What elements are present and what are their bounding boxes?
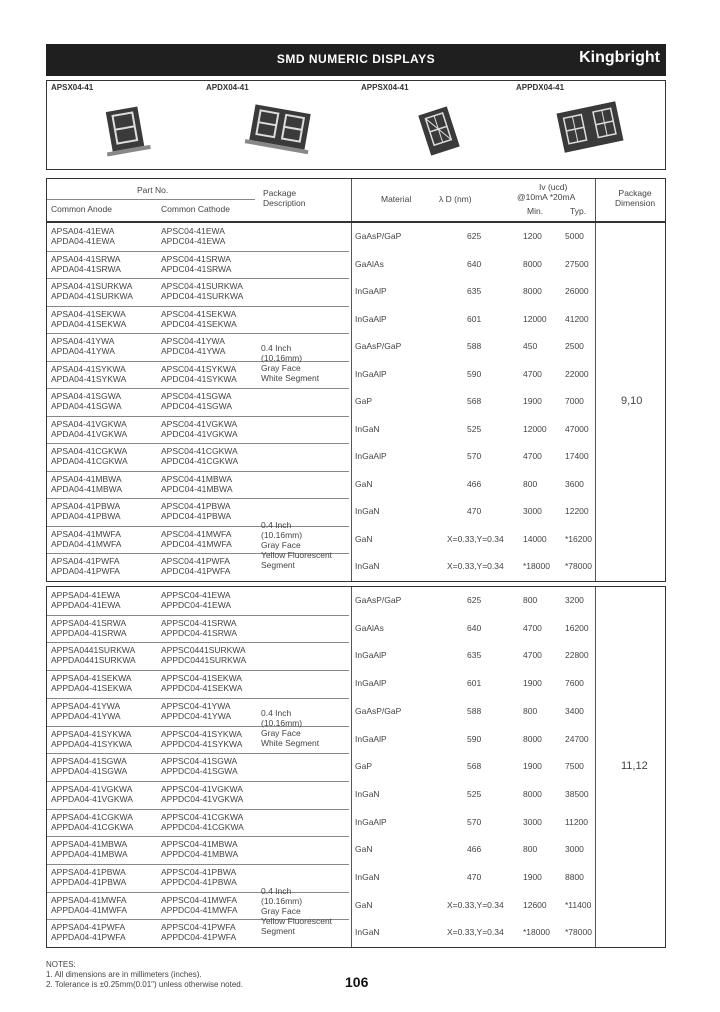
common-anode-part: APPSA04-41MWFA [51,894,127,905]
common-cathode-part: APPDC04-41MWFA [161,904,238,915]
common-cathode-part: APSC04-41SRWA [161,253,231,264]
common-anode-part: APDA04-41SGWA [51,401,122,411]
iv-min-cell: 8000 [523,286,542,296]
product-apdx [202,81,357,169]
note-1: 1. All dimensions are in millimeters (inches). [46,970,202,979]
dual-alpha-display-image [512,81,667,169]
material-cell: GaAlAs [355,258,384,269]
common-anode-part: APPDA04-41MWFA [51,904,128,915]
common-cathode-heading: Common Cathode [161,204,230,214]
iv-min-cell: 3000 [523,506,542,516]
iv-min-cell: 450 [523,341,538,351]
wavelength-cell: 635 [467,286,482,296]
material-cell: GaN [355,533,373,544]
wavelength-cell: 466 [467,844,482,855]
common-cathode-part: APDC04-41EWA [161,236,226,246]
common-anode-part: APPSA04-41PWFA [51,922,126,933]
common-cathode-part: APPSC04-41PWFA [161,922,236,933]
iv-min-cell: 14000 [523,533,547,544]
row-divider [47,809,349,810]
divider [47,199,255,200]
material-cell: InGaAlP [355,733,387,744]
iv-min-cell: 8000 [523,258,542,269]
common-cathode-part: APDC04-41SYKWA [161,373,237,384]
brand-logo: Kingbright [579,49,660,66]
row-divider [47,498,349,499]
material-cell: InGaAlP [355,286,387,296]
common-cathode-part: APDC04-41PBWA [161,511,232,521]
wavelength-cell: 601 [467,678,482,689]
material-cell: InGaN [355,872,380,882]
common-anode-part: APDA04-41YWA [51,346,115,356]
iv-typ-cell: 11200 [565,816,589,827]
common-anode-part: APPSA04-41SYKWA [51,728,132,739]
common-anode-part: APPSA04-41MBWA [51,839,128,850]
material-cell: InGaAlP [355,368,387,379]
package-description: 0.4 Inch (10.16mm) Gray Face White Segment [261,707,320,748]
common-cathode-part: APPSC04-41EWA [161,590,231,600]
common-anode-part: APDA04-41EWA [51,236,115,246]
common-cathode-part: APDC04-41MWFA [161,538,232,549]
row-divider [47,698,349,699]
common-cathode-part: APPSC04-41SYKWA [161,728,242,739]
common-anode-part: APPDA04-41SGWA [51,766,128,777]
iv-typ-cell: 16200 [565,622,589,633]
material-cell: InGaAlP [355,451,387,461]
iv-typ-cell: 8800 [565,872,584,882]
common-anode-part: APDA04-41SYKWA [51,373,127,384]
common-cathode-part: APSC04-41SGWA [161,391,232,401]
wavelength-cell: 635 [467,650,482,661]
common-cathode-part: APPDC04-41PBWA [161,877,237,887]
wavelength-cell: 588 [467,705,482,716]
wavelength-cell: X=0.33,Y=0.34 [447,533,504,544]
common-anode-part: APPDA04-41VGKWA [51,793,133,804]
iv-typ-cell: 3000 [565,844,584,855]
iv-typ-cell: 47000 [565,423,589,434]
iv-typ-cell: 24700 [565,733,589,744]
wavelength-cell: 625 [467,595,482,605]
row-divider [47,670,349,671]
common-anode-part: APDA04-41MWFA [51,538,122,549]
wavelength-cell: X=0.33,Y=0.34 [447,927,504,938]
dimension-heading: Package Dimension [615,188,656,208]
common-cathode-part: APSC04-41YWA [161,336,225,346]
material-cell: InGaAlP [355,678,387,689]
common-cathode-part: APPSC04-41MBWA [161,839,238,850]
common-anode-part: APDA04-41PBWA [51,511,121,521]
single-alpha-display-image [357,81,512,169]
wavelength-cell: 640 [467,622,482,633]
page-title: SMD NUMERIC DISPLAYS [276,52,436,66]
iv-current-heading: @10mA *20mA [517,192,576,202]
iv-heading: Iv (ucd) [539,182,568,192]
common-cathode-part: APDC04-41YWA [161,346,226,356]
common-cathode-part: APPSC04-41SGWA [161,756,238,767]
iv-min-cell: 800 [523,705,538,716]
page-number: 106 [345,974,369,990]
common-cathode-part: APPDC04-41SRWA [161,627,238,638]
wavelength-cell: 568 [467,396,482,406]
material-cell: GaAsP/GaP [355,231,402,241]
common-anode-part: APPSA04-41YWA [51,700,121,711]
package-dimension: 11,12 [621,760,648,773]
wavelength-cell: 601 [467,313,482,324]
material-cell: InGaAlP [355,313,387,324]
divider [351,179,352,221]
common-cathode-part: APDC04-41SRWA [161,263,232,274]
common-cathode-part: APPSC04-41YWA [161,700,231,711]
material-cell: InGaAlP [355,650,387,661]
iv-min-cell: 1900 [523,761,542,772]
common-cathode-part: APPDC04-41SYKWA [161,738,243,749]
common-cathode-part: APPDC04-41EWA [161,600,232,610]
common-cathode-part: APDC04-41SURKWA [161,291,244,301]
common-cathode-part: APPSC04-41SEKWA [161,673,242,684]
iv-typ-cell: *78000 [565,561,592,571]
iv-min-cell: 12600 [523,899,547,910]
common-anode-part: APSA04-41EWA [51,226,115,236]
product-label: APDX04-41 [206,83,249,92]
iv-min-cell: 12000 [523,313,547,324]
iv-min-cell: 8000 [523,733,542,744]
iv-typ-cell: 26000 [565,286,589,296]
common-cathode-part: APDC04-41VGKWA [161,428,238,439]
common-anode-part: APDA04-41VGKWA [51,428,128,439]
iv-typ-cell: *16200 [565,533,592,544]
common-anode-part: APPSA04-41EWA [51,590,121,600]
common-cathode-part: APDC04-41SGWA [161,401,233,411]
material-cell: InGaN [355,788,380,799]
iv-typ-cell: *11400 [565,899,592,910]
common-cathode-part: APPDC04-41PWFA [161,932,237,943]
common-anode-part: APSA04-41MWFA [51,528,121,539]
wavelength-cell: 625 [467,231,482,241]
common-anode-part: APPSA04-41SEKWA [51,673,132,684]
wavelength-cell: 568 [467,761,482,772]
package-description: 0.4 Inch (10.16mm) Gray Face Yellow Fluorescent Segment [261,519,333,570]
material-cell: InGaN [355,506,380,516]
material-cell: InGaAlP [355,816,387,827]
common-cathode-part: APDC04-41MBWA [161,483,233,494]
iv-min-cell: 1900 [523,678,542,689]
notes [46,960,243,990]
iv-typ-cell: 7500 [565,761,584,772]
common-anode-part: APDA04-41SEKWA [51,318,127,329]
row-divider [47,416,349,417]
common-anode-part: APPDA04-41PWFA [51,932,126,943]
wavelength-cell: 570 [467,816,482,827]
common-cathode-part: APPSC04-41VGKWA [161,783,243,794]
common-anode-part: APPSA04-41SGWA [51,756,127,767]
row-divider [47,388,349,389]
material-cell: InGaN [355,423,380,434]
product-appsx [357,81,512,169]
common-anode-part: APSA04-41VGKWA [51,418,127,429]
common-anode-part: APPDA04-41YWA [51,710,121,721]
common-anode-part: APPDA04-41EWA [51,600,121,610]
common-anode-part: APDA04-41SURKWA [51,291,133,301]
row-divider [47,333,349,334]
iv-min-cell: 1200 [523,231,542,241]
common-anode-part: APPSA04-41VGKWA [51,783,133,794]
product-label: APSX04-41 [51,83,94,92]
iv-typ-cell: 3600 [565,478,584,489]
divider [351,223,352,581]
common-anode-part: APSA04-41PWFA [51,556,120,566]
iv-typ-cell: 17400 [565,451,589,461]
row-divider [47,836,349,837]
product-label: APPDX04-41 [516,83,565,92]
common-cathode-part: APDC04-41SEKWA [161,318,237,329]
material-cell: InGaN [355,927,380,938]
common-cathode-part: APPDC04-41CGKWA [161,821,244,832]
common-cathode-part: APSC04-41PWFA [161,556,230,566]
product-apsx [47,81,202,169]
iv-min-cell: *18000 [523,927,550,938]
common-cathode-part: APPDC04-41MBWA [161,849,239,860]
common-cathode-part: APDC04-41PWFA [161,566,231,576]
header-bar [46,44,666,76]
common-cathode-part: APSC04-41MBWA [161,473,233,484]
common-cathode-part: APDC04-41CGKWA [161,456,239,466]
iv-min-cell: 800 [523,595,538,605]
common-anode-part: APPDA0441SURKWA [51,655,136,666]
iv-min-cell: 4700 [523,622,542,633]
single-digit-display-image [47,81,202,169]
common-cathode-part: APPDC04-41SGWA [161,766,238,777]
iv-min-cell: 1900 [523,872,542,882]
common-cathode-part: APSC04-41SYKWA [161,363,237,374]
common-anode-part: APSA04-41SGWA [51,391,122,401]
material-cell: GaAsP/GaP [355,595,402,605]
common-cathode-part: APPSC04-41PBWA [161,867,237,877]
material-cell: GaN [355,844,373,855]
iv-typ-cell: 2500 [565,341,584,351]
material-heading: Material [381,194,412,204]
common-cathode-part: APPSC04-41CGKWA [161,811,244,822]
material-cell: GaN [355,478,373,489]
common-cathode-part: APPSC04-41MWFA [161,894,238,905]
common-anode-part: APPDA04-41PBWA [51,877,127,887]
iv-min-cell: 12000 [523,423,547,434]
iv-typ-cell: *78000 [565,927,592,938]
notes-title: NOTES: [46,960,76,969]
table-header [46,178,666,222]
row-divider [47,251,349,252]
wavelength-cell: 525 [467,423,482,434]
wavelength-cell: 570 [467,451,482,461]
divider [351,587,352,947]
wavelength-cell: 466 [467,478,482,489]
material-cell: GaAlAs [355,622,384,633]
typ-heading: Typ. [570,206,587,216]
common-anode-part: APDA04-41SRWA [51,263,121,274]
common-anode-part: APPDA04-41CGKWA [51,821,134,832]
wavelength-cell: X=0.33,Y=0.34 [447,561,504,571]
material-cell: GaP [355,396,373,406]
row-divider [47,642,349,643]
wavelength-heading: λ D (nm) [439,194,472,204]
iv-min-cell: 800 [523,478,538,489]
row-divider [47,781,349,782]
iv-typ-cell: 12200 [565,506,589,516]
common-anode-part: APPSA0441SURKWA [51,645,136,656]
common-cathode-part: APSC04-41CGKWA [161,446,238,456]
wavelength-cell: X=0.33,Y=0.34 [447,899,504,910]
row-divider [47,864,349,865]
common-anode-part: APSA04-41YWA [51,336,115,346]
common-anode-part: APPDA04-41MBWA [51,849,128,860]
common-cathode-part: APSC04-41PBWA [161,501,231,511]
common-cathode-part: APPDC04-41YWA [161,710,232,721]
iv-min-cell: 4700 [523,451,542,461]
wavelength-cell: 590 [467,368,482,379]
iv-min-cell: 4700 [523,650,542,661]
common-anode-heading: Common Anode [51,204,112,214]
common-cathode-part: APSC04-41VGKWA [161,418,238,429]
product-label: APPSX04-41 [361,83,409,92]
package-dimension: 9,10 [621,395,643,407]
common-anode-part: APDA04-41CGKWA [51,456,128,466]
common-anode-part: APSA04-41SYKWA [51,363,126,374]
row-divider [47,278,349,279]
table-section-2 [46,586,666,948]
iv-typ-cell: 22000 [565,368,589,379]
package-description: 0.4 Inch (10.16mm) Gray Face White Segment [261,343,320,383]
iv-typ-cell: 7000 [565,396,584,406]
iv-typ-cell: 7600 [565,678,584,689]
iv-min-cell: *18000 [523,561,550,571]
wavelength-cell: 525 [467,788,482,799]
iv-typ-cell: 27500 [565,258,589,269]
common-anode-part: APSA04-41CGKWA [51,446,128,456]
common-anode-part: APSA04-41SEKWA [51,308,126,319]
material-cell: GaP [355,761,373,772]
wavelength-cell: 640 [467,258,482,269]
product-images-box [46,80,666,170]
common-anode-part: APPDA04-41SEKWA [51,683,132,694]
wavelength-cell: 588 [467,341,482,351]
common-anode-part: APPDA04-41SRWA [51,627,127,638]
iv-min-cell: 1900 [523,396,542,406]
wavelength-cell: 590 [467,733,482,744]
common-cathode-part: APSC04-41MWFA [161,528,232,539]
common-anode-part: APDA04-41MBWA [51,483,123,494]
material-cell: GaAsP/GaP [355,341,402,351]
iv-min-cell: 8000 [523,788,542,799]
common-anode-part: APPSA04-41SRWA [51,617,127,628]
common-cathode-part: APSC04-41SURKWA [161,281,243,291]
common-cathode-part: APPSC0441SURKWA [161,645,246,656]
divider [595,179,596,221]
common-anode-part: APPSA04-41PBWA [51,867,126,877]
common-cathode-part: APSC04-41EWA [161,226,225,236]
row-divider [47,615,349,616]
common-cathode-part: APPDC0441SURKWA [161,655,247,666]
material-cell: InGaN [355,561,380,571]
common-anode-part: APSA04-41SRWA [51,253,121,264]
note-2: 2. Tolerance is ±0.25mm(0.01") unless otherwise noted. [46,980,243,989]
iv-typ-cell: 3400 [565,705,584,716]
material-cell: GaN [355,899,373,910]
divider [595,587,596,947]
iv-typ-cell: 38500 [565,788,589,799]
material-cell: GaAsP/GaP [355,705,402,716]
row-divider [47,443,349,444]
iv-typ-cell: 3200 [565,595,584,605]
iv-min-cell: 4700 [523,368,542,379]
iv-min-cell: 3000 [523,816,542,827]
dual-digit-display-image [202,81,357,169]
common-anode-part: APSA04-41SURKWA [51,281,133,291]
product-appdx [512,81,667,169]
iv-typ-cell: 41200 [565,313,589,324]
common-cathode-part: APSC04-41SEKWA [161,308,237,319]
wavelength-cell: 470 [467,506,482,516]
table-section-1 [46,222,666,582]
package-heading: Package Description [263,188,306,208]
min-heading: Min. [527,206,544,216]
common-anode-part: APPDA04-41SYKWA [51,738,132,749]
common-anode-part: APDA04-41PWFA [51,566,120,576]
common-anode-part: APSA04-41MBWA [51,473,122,484]
row-divider [47,306,349,307]
iv-typ-cell: 22800 [565,650,589,661]
common-cathode-part: APPSC04-41SRWA [161,617,237,628]
iv-typ-cell: 5000 [565,231,584,241]
iv-min-cell: 800 [523,844,538,855]
wavelength-cell: 470 [467,872,482,882]
common-cathode-part: APPDC04-41SEKWA [161,683,243,694]
divider [595,223,596,581]
part-no-heading: Part No. [137,185,169,195]
row-divider [47,471,349,472]
common-anode-part: APPSA04-41CGKWA [51,811,133,822]
package-description: 0.4 Inch (10.16mm) Gray Face Yellow Fluorescent Segment [261,885,333,936]
common-cathode-part: APPDC04-41VGKWA [161,793,244,804]
common-anode-part: APSA04-41PBWA [51,501,121,511]
row-divider [47,753,349,754]
